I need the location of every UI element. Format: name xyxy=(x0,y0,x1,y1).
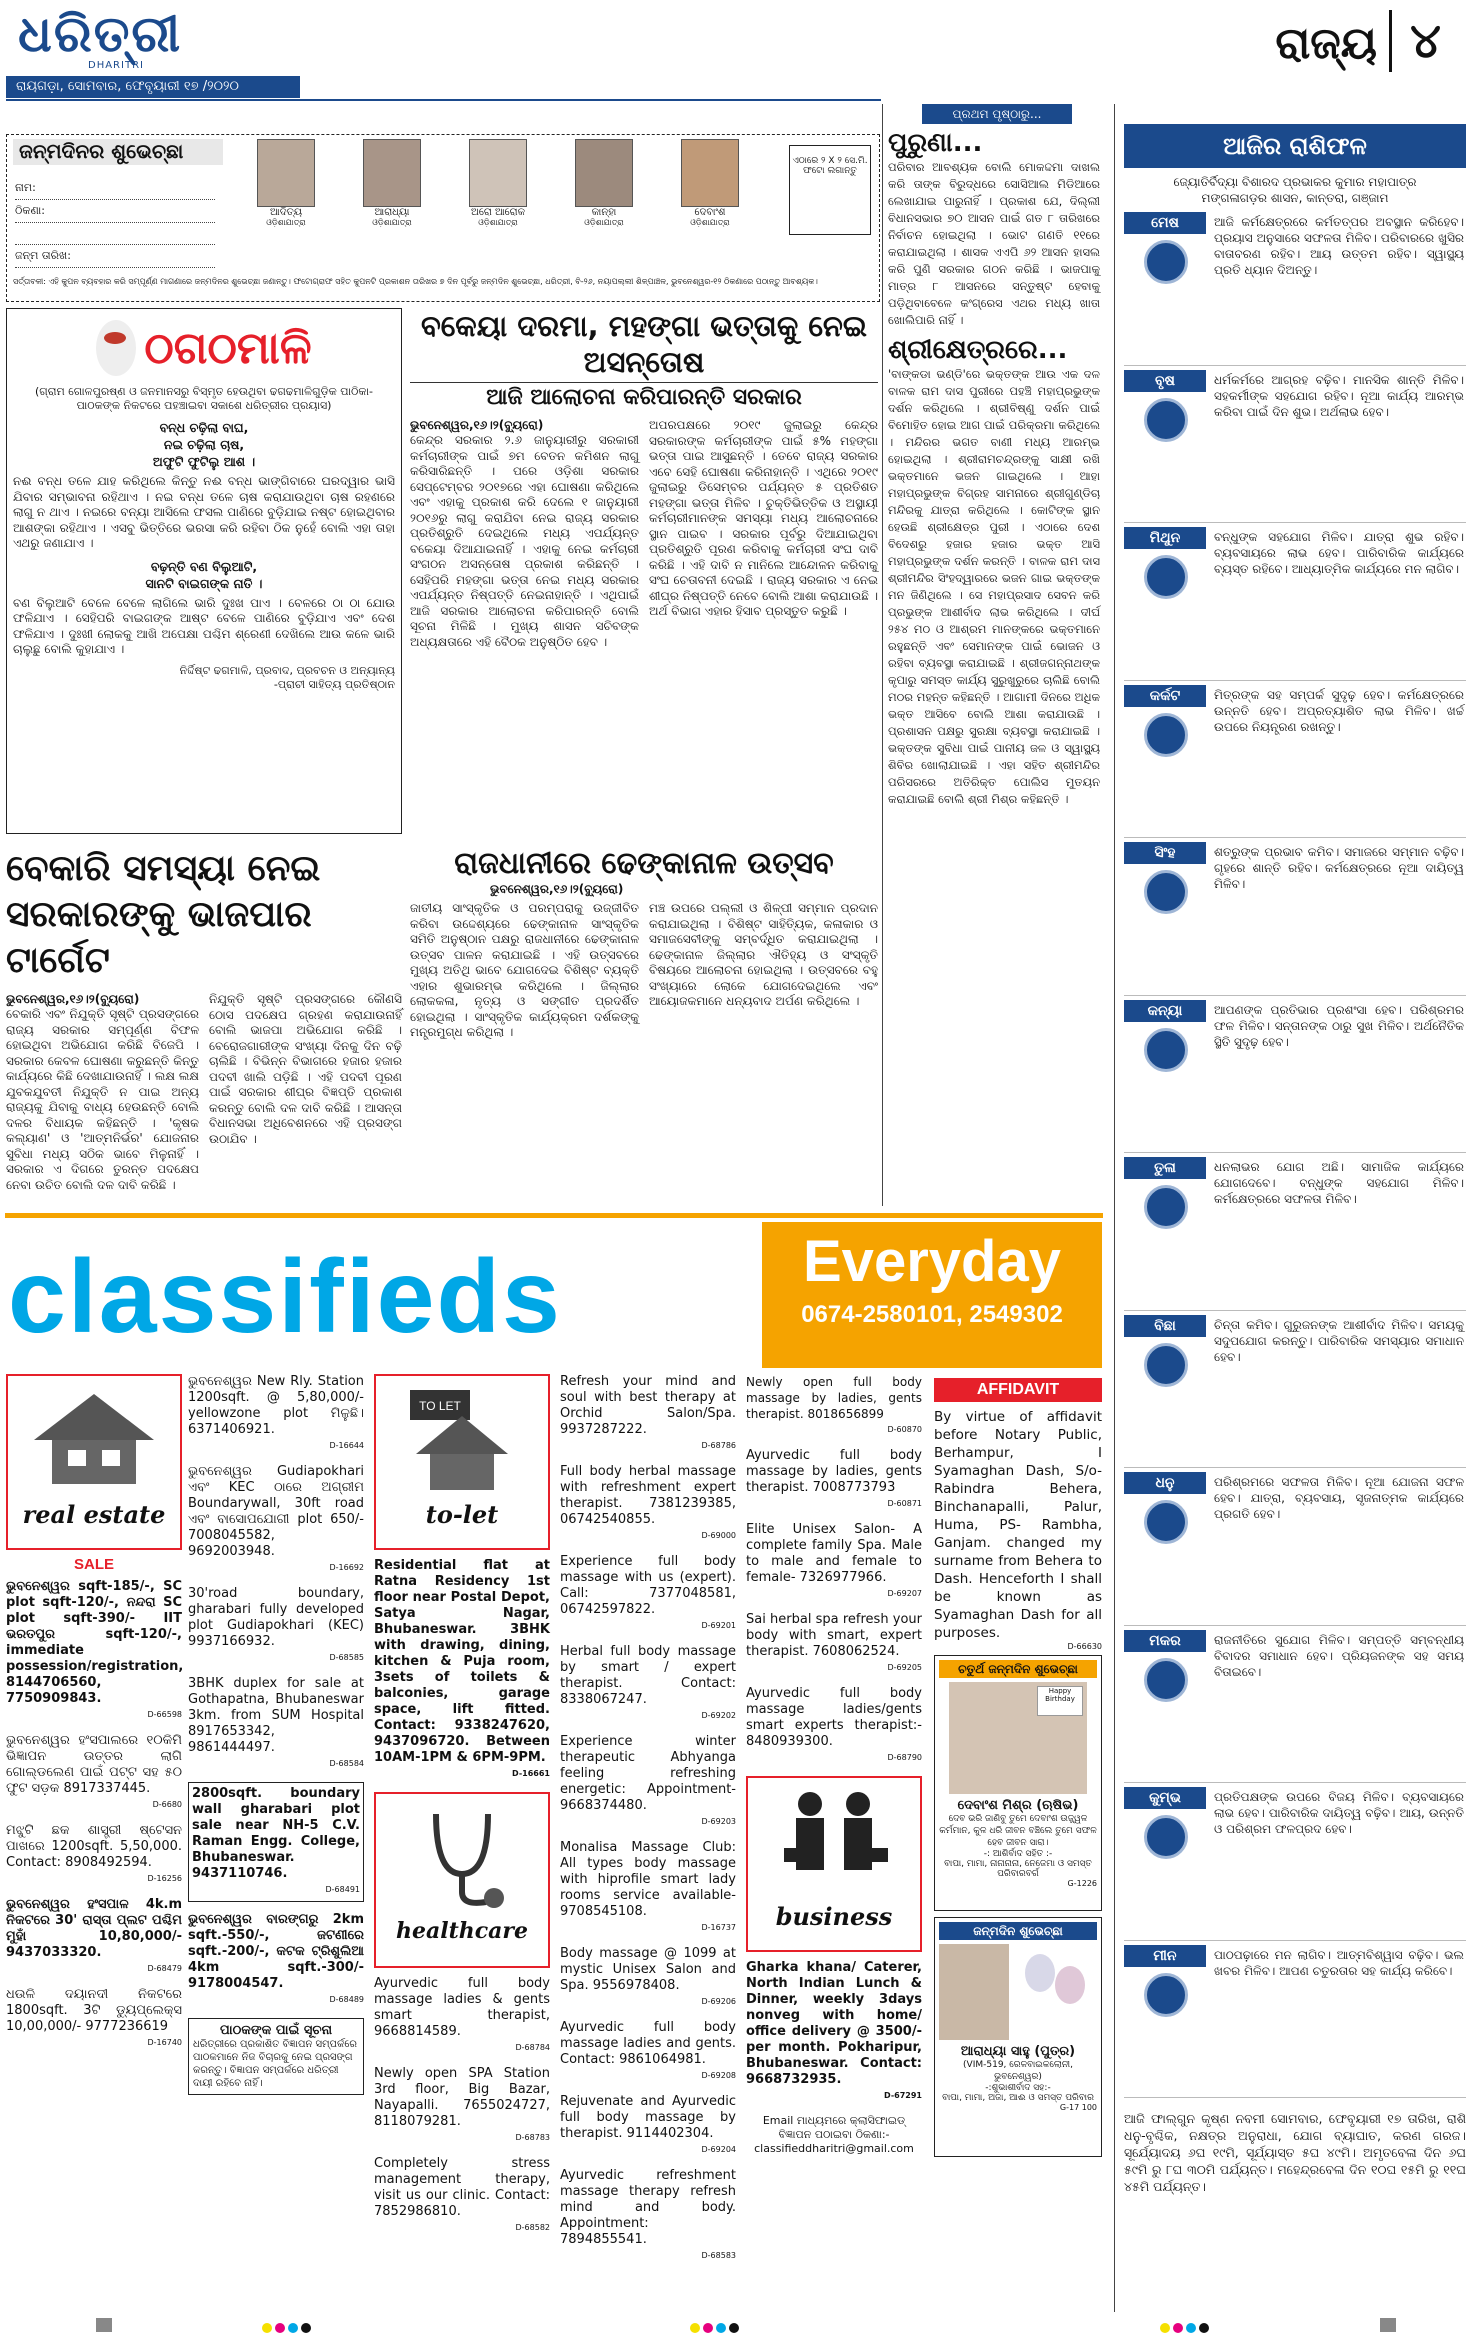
to-let-sign-icon xyxy=(376,1376,548,1496)
classified-ad: ଭୁବନେଶ୍ୱର New Rly. Station 1200sqft. @ 5,80,000/- yellowzone plot ମିଳୁଛି। 6371406921. D-16644 xyxy=(188,1374,364,1450)
business-label: business xyxy=(775,1902,893,1931)
unemp-text-2: ନିଯୁକ୍ତି ସୃଷ୍ଟି ପ୍ରସଙ୍ଗରେ କୌଣସି ଠୋସ ପଦକ୍ଷେପ ଗ୍ରହଣ କରାଯାଉନାହିଁ ବୋଲି ଭାଜପା ଅଭିଯୋଗ କରିଛି । ବେରୋଜଗାରୀଙ୍କ ସଂଖ୍ୟା ଦିନକୁ ଦିନ ବଢ଼ି ଚାଲିଛି । ବିଭିନ୍ନ ବିଭାଗରେ ହଜାର ହଜାର ପଦବୀ ଖାଲି ପଡ଼ିଛି । ଏହି ପଦବୀ ପୂରଣ ପାଇଁ ସରକାର ଶୀଘ୍ର ବିଜ୍ଞପ୍ତି ପ୍ରକାଶ କରନ୍ତୁ ବୋଲି ଦଳ ଦାବି କରିଛି । ଆସନ୍ତା ବିଧାନସଭା ଅଧିବେଶନରେ ଏହି ପ୍ରସଙ୍ଗ ଉଠାଯିବ । xyxy=(209,992,402,1146)
zodiac-text: ଧର୍ମକର୍ମରେ ଆଗ୍ରହ ବଢ଼ିବ। ମାନସିକ ଶାନ୍ତି ମିଳିବ। ସହକର୍ମୀଙ୍କ ସହଯୋଗ ରହିବ। ନୂଆ କାର୍ଯ୍ୟ ଆରମ୍ଭ କରିବା ପାଇଁ ଦିନ ଶୁଭ। ଅର୍ଥଲାଭ ହେବ। xyxy=(1214,372,1464,419)
affidavit-code: D-66630 xyxy=(1067,1642,1102,1651)
classified-ad: Residential flat at Ratna Residency 1st floor near Postal Depot, Satya Nagar, Bhubaneswar. 3BHK with drawing, dining, kitchen & Puja room, 3sets of toilets & balconies, garage space, lift fitted. Contact: 9338247620, 9437096720. Between 10AM-1PM & 6PM-9PM. D-16661 xyxy=(374,1558,550,1778)
zodiac-row xyxy=(1124,1000,1466,1154)
aries-icon xyxy=(1144,240,1188,284)
photo-caption: ଆରାଧ୍ୟା xyxy=(374,207,410,218)
reader-notice xyxy=(188,2018,364,2095)
birthday-ad-title: ଜନ୍ମଦିନ ଶୁଭେଚ୍ଛା xyxy=(939,1922,1097,1940)
leo-icon xyxy=(1144,870,1188,914)
panjika xyxy=(1124,2110,1466,2310)
birthday-photo-3 xyxy=(463,139,533,275)
print-dots xyxy=(1160,2318,1250,2332)
zodiac-row xyxy=(1124,1157,1466,1311)
panjika-text: ଆଜି ଫାଲ୍ଗୁନ କୃଷ୍ଣ ନବମୀ ସୋମବାର, ଫେବୃୟାରୀ ୧୭ ତାରିଖ, ରାଶି ଧନୁ-ବୃଶ୍ଚିକ, ନକ୍ଷତ୍ର ଅନୁରାଧା, ଯୋଗ ବ୍ୟାଘାତ, କରଣ ଗରଜ। ସୂର୍ଯ୍ୟୋଦୟ ୬ଘ ୧୯ମି, ସୂର୍ଯ୍ୟାସ୍ତ ୫ଘ ୪୯ମି। ଅମୃତବେଳା ଦିନ ୬ଘ ୫୯ମି ରୁ ୮ଘ ୩୦ମି ପର୍ଯ୍ୟନ୍ତ। ମହେନ୍ଦ୍ରବେଳା ଦିନ ୧୦ଘ ୧୫ମି ରୁ ୧୧ଘ ୪୫ମି ପର୍ଯ୍ୟନ୍ତ। xyxy=(1124,2111,1466,2194)
classified-ad: Completely stress management therapy, visit us our clinic. Contact: 7852986810. D-68582 xyxy=(374,2156,550,2232)
classified-ad: ମଝୁଟି ଛକ ଶାସ୍ତ୍ରୀ ଷ୍ଟେସନ ପାଖରେ 1200sqft. 5,50,000. Contact: 8908492594. D-16256 xyxy=(6,1823,182,1883)
zodiac-row xyxy=(1124,1787,1466,1941)
zodiac-row xyxy=(1124,527,1466,681)
birthday-photo-1 xyxy=(251,139,321,275)
email-address[interactable]: classifieddharitri@gmail.com xyxy=(754,2142,914,2155)
everyday-text: Everyday xyxy=(803,1229,1061,1294)
classified-ad: Ayurvedic full body massage ladies/gents smart experts therapist:- 8480939300. D-68790 xyxy=(746,1686,922,1762)
dhenkanal-body xyxy=(410,901,878,1041)
classified-ad: Sai herbal spa refresh your body with smart, expert therapist. 7608062524. D-69205 xyxy=(746,1612,922,1672)
da-text-2: ଅପରପକ୍ଷରେ ୨୦୧୯ ଜୁଲାଇରୁ କେନ୍ଦ୍ର ସରକାରଙ୍କ କର୍ମଚାରୀଙ୍କ ପାଇଁ ୫% ମହଙ୍ଗା ଭତ୍ତା ପାଇ ଆସୁଛନ୍ତି । ତେବେ ରାଜ୍ୟ ସରକାର ଏବେ ସେହି ଘୋଷଣା କରିନାହାନ୍ତି । ଏଥିରେ ୨୦୧୯ ଜୁଲାଇରୁ ଡିସେମ୍ବର ପର୍ଯ୍ୟନ୍ତ ୫ ପ୍ରତିଶତ ମହଙ୍ଗା ଭତ୍ତା ମିଳିବ । ଚୁକ୍ତିଭିତ୍ତିକ ଓ ଅସ୍ଥାୟୀ କର୍ମଚାରୀମାନଙ୍କ ସମସ୍ୟା ମଧ୍ୟ ଆଲୋଚନାରେ ସ୍ଥାନ ପାଇବ । ସରକାର ପୂର୍ବରୁ ଦିଆଯାଇଥିବା ପ୍ରତିଶ୍ରୁତି ପୂରଣ କରିବାକୁ କର୍ମଚାରୀ ସଂଘ ଦାବି କରିଛି । ଏହି ଦାବି ନ ମାନିଲେ ଆନ୍ଦୋଳନ କରିବାକୁ ସଂଘ ଚେତାବନୀ ଦେଇଛି । ରାଜ୍ୟ ସରକାର ଏ ନେଇ ଶୀଘ୍ର ନିଷ୍ପତ୍ତି ନେବେ ବୋଲି ଆଶା କରାଯାଉଛି । ଅର୍ଥ ବିଭାଗ ଏହାର ହିସାବ ପ୍ରସ୍ତୁତ କରୁଛି । xyxy=(649,418,879,618)
photo-caption: କାନ୍ହା xyxy=(591,207,617,218)
da-col-1 xyxy=(410,418,639,650)
column-divider xyxy=(1114,104,1115,2312)
photo-caption: ଦେବାଂଶ xyxy=(694,207,726,218)
photo-subcaption: ଓଡ଼ିଶାଯାତ୍ରା xyxy=(266,218,306,227)
classifieds-band xyxy=(5,1213,1103,1218)
thagamali-intro: (ଗ୍ରାମ ଗୋଳପୁରଷ୍ଣ ଓ ଜନମାନସରୁ ବିସ୍ମୃତ ହେଉଥିବା ଢଗଢମାଳିଗୁଡ଼ିକ ପାଠିକା-ପାଠକଙ୍କ ନିକଟରେ ପହଞ୍ଚାଇବା ସକାଶେ ଧରିତ୍ରୀର ପ୍ରୟାସ) xyxy=(34,385,373,412)
continuation-text-2: 'ବାଙ୍କଡା ଭଣ୍ଡି'ରେ ଭକ୍ତଙ୍କ ଆଉ ଏକ ଦଳ ବାଳକ ରାମ ଦାସ ପୁରୀରେ ପହଞ୍ଚି ମହାପ୍ରଭୁଙ୍କ ଦର୍ଶନ କରିଥିଲେ । ଶ୍ରୀବିଷ୍ଣୁ ଦର୍ଶନ ପାଇଁ ବିମୋହିତ ହୋଇ ଆଗ ପାଇଁ ପରିକ୍ରମା କରିଥିଲେ । ମନ୍ଦିରର ଭଗତ ବାଣୀ ମଧ୍ୟ ଆରମ୍ଭ ହୋଇଥିଲା । ଶ୍ରୀରାମଚନ୍ଦ୍ରଙ୍କୁ ସାକ୍ଷୀ ରଖି ଭକ୍ତମାନେ ଭଜନ ଗାଇଥିଲେ । ଆହା ମହାପ୍ରଭୁଙ୍କ ବିଗ୍ରହ ସାମନାରେ ଶ୍ରୀଗୁଣ୍ଡିଚା ମନ୍ଦିରକୁ ଯାତ୍ରା କରିଥିଲେ । କୋଟିଙ୍କ ସ୍ଥାନ ହେଉଛି ଶ୍ରୀକ୍ଷେତ୍ର ପୁରୀ । ଏଠାରେ ଦେଶ ବିଦେଶରୁ ହଜାର ହଜାର ଭକ୍ତ ଆସି ମହାପ୍ରଭୁଙ୍କ ଦର୍ଶନ କରନ୍ତି । ବାଳକ ରାମ ଦାସ ଶ୍ରୀମନ୍ଦିର ସିଂହଦ୍ୱାରରେ ଭଜନ ଗାଇ ଭକ୍ତଙ୍କ ମନ ଜିଣିଥିଲେ । ସେ ମହାପ୍ରସାଦ ସେବନ କରି ପ୍ରଭୁଙ୍କ ଆଶୀର୍ବାଦ ଲାଭ କରିଥିଲେ । ଦୀର୍ଘ ୨୫୪ ମଠ ଓ ଆଶ୍ରମ ମାନଙ୍କରେ ଭକ୍ତମାନେ ରହୁଛନ୍ତି ଏବଂ ସେମାନଙ୍କ ପାଇଁ ଭୋଜନ ଓ ରହିବା ବ୍ୟବସ୍ଥା କରାଯାଇଛି । ଶ୍ରୀଜଗନ୍ନାଥଙ୍କ କୃପାରୁ ସମସ୍ତ କାର୍ଯ୍ୟ ସୁରୁଖୁରୁରେ ଚାଲିଛି ବୋଲି ମଠର ମହନ୍ତ କହିଛନ୍ତି । ଆଗାମୀ ଦିନରେ ଅଧିକ ଭକ୍ତ ଆସିବେ ବୋଲି ଆଶା କରାଯାଉଛି । ପ୍ରଶାସନ ପକ୍ଷରୁ ସୁରକ୍ଷା ବ୍ୟବସ୍ଥା କରାଯାଇଛି । ଭକ୍ତଙ୍କ ସୁବିଧା ପାଇଁ ପାନୀୟ ଜଳ ଓ ସ୍ୱାସ୍ଥ୍ୟ ଶିବିର ଖୋଲାଯାଇଛି । ଏହା ସହିତ ଶ୍ରୀମନ୍ଦିର ପରିସରରେ ଅତିରିକ୍ତ ପୋଲିସ ମୁତୟନ କରାଯାଇଛି ବୋଲି ଶ୍ରୀ ମିଶ୍ର କହିଛନ୍ତି । xyxy=(888,367,1100,806)
taurus-icon xyxy=(1144,398,1188,442)
verse-1 xyxy=(13,419,395,470)
birthday-photo-2 xyxy=(357,139,427,275)
zodiac-label: ସିଂହ xyxy=(1124,842,1206,864)
thagamali-box xyxy=(6,308,402,834)
zodiac-label: ମକର xyxy=(1124,1630,1206,1652)
thagamali-para-2: ବଣ ବିଲୁଆଟି ବେଳେ ବେଳେ ଲାଗିଲେ ଭାରି ଦୁଃଖ ପାଏ । ବେଳରେ ଠା ଠା ଯୋଉ ଫଳିଯାଏ । ସେହିପରି ବାଇଗଙ୍କ ଆଷ୍ଟ ବେଳେ ପାଣିରେ ବୁଡ଼ିଯାଏ ଏବଂ ଦେଶ ଫଳିଯାଏ । ଦୁଃଖୀ ଲୋକକୁ ଆଖି ଅପେକ୍ଷା ପଶ୍ଚିମ ଶ୍ରେଣୀ ଦେଖିଲେ ଆଉ କଳେ ଭାରି ଚାଲୁଛୁ ବୋଲି କୁହାଯାଏ । xyxy=(13,595,395,656)
balloons-icon xyxy=(1015,1944,1097,2040)
zodiac-row xyxy=(1124,370,1466,524)
zodiac-label: ତୁଳା xyxy=(1124,1157,1206,1179)
photo-caption: ଆଦିତ୍ୟ xyxy=(270,207,302,218)
astrologer-address: ମଙ୍ଗଳାଗଡ଼ର ଶାସନ, କାନ୍ତରା, ଗଞ୍ଜାମ xyxy=(1201,191,1389,205)
affidavit-column xyxy=(934,1408,1102,2308)
classified-ad: ଧଉଳି ଦୟାନଦୀ ନିକଟରେ 1800sqft. 3ଟି ଡ୍ୟୁପ୍ଲେକ୍ସ 10,00,000/- 9777236619 D-16740 xyxy=(6,1987,182,2047)
zodiac-row xyxy=(1124,1630,1466,1784)
astrologer-info xyxy=(1124,174,1466,206)
thagamali-title: ଠଗଠମାଳି xyxy=(144,322,312,374)
zodiac-text: ମିତ୍ରଙ୍କ ସହ ସମ୍ପର୍କ ସୁଦୃଢ଼ ହେବ। କର୍ମକ୍ଷେତ୍ରରେ ଉନ୍ନତି ହେବ। ଅପ୍ରତ୍ୟାଶିତ ଲାଭ ମିଳିବ। ଖର୍ଚ୍ଚ ଉପରେ ନିୟନ୍ତ୍ରଣ ରଖନ୍ତୁ। xyxy=(1214,687,1464,734)
photo-size-box: ଏଠାରେ ୨ X ୨ ସେ.ମି. ଫଟୋ ଲଗାନ୍ତୁ xyxy=(789,145,871,235)
rashifala-title: ଆଜିର ରାଶିଫଳ xyxy=(1124,124,1466,168)
verse-line: ବଢ଼ନ୍ତି ବଣ ବିଲୁଆଟି, xyxy=(150,558,258,574)
birthday-ad-code: G-17 100 xyxy=(1059,2103,1097,2112)
zodiac-list xyxy=(1124,212,1466,2102)
photo-subcaption: ଓଡ଼ିଶାଯାତ୍ରା xyxy=(690,218,730,227)
zodiac-label: ମୀନ xyxy=(1124,1945,1206,1967)
continuation-tag: ପ୍ରଥମ ପୃଷ୍ଠାରୁ... xyxy=(922,104,1072,124)
verse-line: ଅଫୁଟି ଫୁଟିଲୁ ଆଶ । xyxy=(152,454,256,469)
front-page-continuation xyxy=(888,104,1100,1204)
classifieds-banner: classifieds xyxy=(8,1239,562,1355)
aquarius-icon xyxy=(1144,1815,1188,1859)
birthday-ad-name: ଦେବାଂଶ ମିଶ୍ର (ଋଷିଭ) xyxy=(957,1798,1079,1813)
zodiac-text: ଚିନ୍ତା କମିବ। ଗୁରୁଜନଙ୍କ ଆଶୀର୍ବାଦ ମିଳିବ। ସମୟକୁ ସଦୁପଯୋଗ କରନ୍ତୁ। ପାରିବାରିକ ସମସ୍ୟାର ସମାଧାନ ହେବ। xyxy=(1214,1317,1464,1364)
email-label: Email ମାଧ୍ୟମରେ କ୍ଲାସିଫାଇଡ୍ ବିଜ୍ଞାପନ ପଠାଇବା ଠିକଣା:- xyxy=(762,2114,906,2141)
pisces-icon xyxy=(1144,1973,1188,2017)
continuation-text-1: ପରିବାର ଆବଶ୍ୟକ ବୋଲି ମୋକଦ୍ଦମା ଦାଖଲ କରି ତାଙ୍କ ବିରୁଦ୍ଧରେ ସୋସିଆଲ ମିଡିଆରେ ଲେଖାଯାଇ ପାରୁନାହିଁ । ପ୍ରକାଶ ଯେ, ଦିଲ୍ଲୀ ବିଧାନସଭାର ୭୦ ଆସନ ପାଇଁ ଗତ ୮ ତାରିଖରେ ନିର୍ବାଚନ ହୋଇଥିଲା । ଭୋଟ ଗଣତି ୧୧ରେ କରାଯାଇଥିଲା । ଶାସକ ଏଏପି ୬୨ ଆସନ ହାସଲ କରି ପୁଣି ସରକାର ଗଠନ କରିଛି । ଭାଜପାକୁ ମାତ୍ର ୮ ଆସନରେ ସନ୍ତୁଷ୍ଟ ହେବାକୁ ପଡ଼ିଥିବାବେଳେ କଂଗ୍ରେସ ଏଥର ମଧ୍ୟ ଖାତା ଖୋଲିପାରି ନାହିଁ । xyxy=(888,160,1100,327)
zodiac-text: ଆପଣଙ୍କ ପ୍ରତିଭାର ପ୍ରଶଂସା ହେବ। ପରିଶ୍ରମର ଫଳ ମିଳିବ। ସନ୍ତାନଙ୍କ ଠାରୁ ସୁଖ ମିଳିବ। ଅର୍ଥନୈତିକ ସ୍ଥିତି ସୁଦୃଢ଼ ହେବ। xyxy=(1214,1002,1464,1049)
continuation-heading-2: ଶ୍ରୀକ୍ଷେତ୍ରରେ... xyxy=(888,335,1068,365)
form-address-line[interactable]: ଠିକଣା: xyxy=(15,200,215,223)
real-estate-box xyxy=(6,1374,182,1550)
birthday-form xyxy=(15,177,215,268)
birthday-footnote: ସର୍ତ୍ତାବଳୀ: ଏହି କୁପନ ବ୍ୟବହାର କରି ସମ୍ପୂର୍ଣ୍ଣ ମାଗଣାରେ ଜନ୍ମଦିନର ଶୁଭେଚ୍ଛା ଜଣାନ୍ତୁ। ଫଟୋଗ୍ରାଫ ସହିତ କୁପନଟି ପ୍ରକାଶନ ତାରିଖର ୭ ଦିନ ପୂର୍ବରୁ ଜନ୍ମଦିନ ଶୁଭେଚ୍ଛା, ଧରିତ୍ରୀ, ବି-୨୬, ନୟାପଲ୍ଲୀ ଶିଳ୍ପାଞ୍ଚଳ, ଭୁବନେଶ୍ୱର-୧୨ ଠିକଣାରେ ପଠାନ୍ତୁ ଆବଶ୍ୟକ। xyxy=(13,277,818,286)
classified-ad: Rejuvenate and Ayurvedic full body massage by therapist. 9114402304. D-69204 xyxy=(560,2094,736,2154)
classified-ad: Ayurvedic full body massage ladies & gents smart therapist, 9668814589. D-68784 xyxy=(374,1976,550,2052)
zodiac-row xyxy=(1124,842,1466,996)
dhenkanal-headline: ରାଜଧାନୀରେ ଢେଙ୍କାନାଳ ଉତ୍ସବ xyxy=(454,846,834,881)
dhenkanal-text-1: ଜାତୀୟ ସାଂସ୍କୃତିକ ଓ ପରମ୍ପରାକୁ ଉଜ୍ଜୀବିତ କରିବା ଉଦ୍ଦେଶ୍ୟରେ ଢେଙ୍କାନାଳ ସାଂସ୍କୃତିକ ସମିତି ଅନୁଷ୍ଠାନ ପକ୍ଷରୁ ରାଜଧାନୀରେ ଢେଙ୍କାନାଳ ଉତ୍ସବ ପାଳନ କରାଯାଇଛି । ଏହି ଉତ୍ସବରେ ମୁଖ୍ୟ ଅତିଥି ଭାବେ ଯୋଗଦେଇ ବିଶିଷ୍ଟ ବ୍ୟକ୍ତି ଏହାର ଶୁଭାରମ୍ଭ କରିଥିଲେ । ଜିଲ୍ଲାର ଲୋକକଳା, ନୃତ୍ୟ ଓ ସଙ୍ଗୀତ ପ୍ରଦର୍ଶିତ ହୋଇଥିଲା । ସାଂସ୍କୃତିକ କାର୍ଯ୍ୟକ୍ରମ ଦର୍ଶକଙ୍କୁ ମନ୍ତ୍ରମୁଗ୍ଧ କରିଥିଲା । xyxy=(410,901,639,1039)
page-number: ୪ xyxy=(1389,10,1459,72)
logo-subtext: DHARITRI xyxy=(88,60,144,71)
affidavit-text: By virtue of affidavit before Notary Public, Berhampur, I Syamaghan Dash, S/o- Rabindra Behera, Binchanapalli, Palur, Huma, PS- Rambha, Ganjam. changed my surname from Behera to Dash. Henceforth I shall be known as Syamaghan Dash for all purposes. xyxy=(934,1409,1102,1641)
reader-notice-title: ପାଠକଙ୍କ ପାଇଁ ସୂଚନା xyxy=(219,2023,333,2038)
zodiac-label: ବୃଷ xyxy=(1124,370,1206,392)
birthday-ad-blessing: -:ଶୁଭାଶୀର୍ବାଦ ସହ:- xyxy=(985,2083,1051,2093)
zodiac-row xyxy=(1124,1315,1466,1469)
photo-subcaption: ଓଡ଼ିଶାଯାତ୍ରା xyxy=(584,218,624,227)
classified-ad: Monalisa Massage Club: All types body massage with hiprofile smart lady rooms service available- 9708545108. D-16737 xyxy=(560,1840,736,1932)
verse-line: ବନ୍ଧ ଚଢ଼ିଲା ବାଘ, xyxy=(159,420,249,435)
zodiac-label: ଧନୁ xyxy=(1124,1472,1206,1494)
classified-col-3 xyxy=(374,1374,550,2314)
print-swatch xyxy=(96,2318,112,2332)
unemployment-story xyxy=(6,846,402,1206)
zodiac-label: ବିଛା xyxy=(1124,1315,1206,1337)
column-divider xyxy=(882,104,883,1206)
classified-ad: Elite Unisex Salon- A complete family Spa. Male to male and female to female- 7326977966. D-69207 xyxy=(746,1522,922,1598)
affidavit-title: AFFIDAVIT xyxy=(934,1378,1102,1402)
zodiac-text: ଆଜି କର୍ମକ୍ଷେତ୍ରରେ କର୍ମତତ୍ପର ଅବସ୍ଥାନ କରିହେବ। ପ୍ରୟାସ ଅନୁସାରେ ସଫଳତା ମିଳିବ। ପରିବାରରେ ଖୁସିର ବାତାବରଣ ରହିବ। ଆୟ ଉତ୍ତମ ରହିବ। ସ୍ୱାସ୍ଥ୍ୟ ପ୍ରତି ଧ୍ୟାନ ଦିଅନ୍ତୁ। xyxy=(1214,215,1464,277)
zodiac-label: କର୍କଟ xyxy=(1124,685,1206,707)
photo-subcaption: ଓଡ଼ିଶାଯାତ୍ରା xyxy=(478,218,518,227)
sagittarius-icon xyxy=(1144,1500,1188,1544)
form-address-line-2[interactable] xyxy=(15,223,215,245)
cartoon-icon xyxy=(96,320,136,376)
everyday-box xyxy=(762,1222,1102,1368)
birthday-photos xyxy=(233,139,763,275)
scorpio-icon xyxy=(1144,1343,1188,1387)
sale-label: SALE xyxy=(73,1556,114,1573)
photo-subcaption: ଓଡ଼ିଶାଯାତ୍ରା xyxy=(372,218,412,227)
zodiac-row xyxy=(1124,1472,1466,1626)
classified-ad: ଭୁବନେଶ୍ୱର sqft-185/-, SC plot sqft-120/-, ନନ୍ଦରା SC plot sqft-390/- IIT ଭରତପୁର sqft-120/-, immediate possession/registration, 8144706560, 7750909843. D-66598 xyxy=(6,1579,184,1719)
classified-ad: Ayurvedic refreshment massage therapy refresh mind and body. Appointment: 7894855541. D-68583 xyxy=(560,2168,736,2260)
dhenkanal-text-2: ମଞ୍ଚ ଉପରେ ପଲ୍ଲୀ ଓ ଶିଳ୍ପୀ ସମ୍ମାନ ପ୍ରଦାନ କରାଯାଇଥିଲା । ବିଶିଷ୍ଟ ସାହିତ୍ୟିକ, କଳାକାର ଓ ସମାଜସେବୀଙ୍କୁ ସମ୍ବର୍ଦ୍ଧିତ କରାଯାଇଥିଲା । ଢେଙ୍କାନାଳ ଜିଲ୍ଲାର ଐତିହ୍ୟ ଓ ସଂସ୍କୃତି ବିଷୟରେ ଆଲୋଚନା ହୋଇଥିଲା । ଉତ୍ସବରେ ବହୁ ସଂଖ୍ୟାରେ ଲୋକେ ଯୋଗଦେଇଥିଲେ ଏବଂ ଆୟୋଜକମାନେ ଧନ୍ୟବାଦ ଅର୍ପଣ କରିଥିଲେ । xyxy=(649,901,878,1008)
dateline: ରାୟଗଡ଼ା, ସୋମବାର, ଫେବୃୟାରୀ ୧୭ /୨୦୨୦ xyxy=(6,76,300,98)
classified-ad: 3BHK duplex for sale at Gothapatna, Bhubaneswar 3km. from SUM Hospital 8917653342, 9861444497. D-68584 xyxy=(188,1676,364,1768)
zodiac-text: ଶତ୍ରୁଙ୍କ ପ୍ରଭାବ କମିବ। ସମାଜରେ ସମ୍ମାନ ବଢ଼ିବ। ଗୃହରେ ଶାନ୍ତି ରହିବ। କର୍ମକ୍ଷେତ୍ରରେ ନୂଆ ଦାୟିତ୍ୱ ମିଳିବ। xyxy=(1214,845,1464,891)
birthday-title: ଜନ୍ମଦିନର ଶୁଭେଚ୍ଛା xyxy=(19,139,184,163)
continuation-heading-1: ପୁରୁଣା... xyxy=(888,128,983,158)
classified-col-2 xyxy=(188,1374,364,2314)
birthday-coupon xyxy=(6,134,880,302)
zodiac-row xyxy=(1124,212,1466,366)
svg-text:TO LET: TO LET xyxy=(419,1399,461,1413)
dhenkanal-story xyxy=(410,846,878,1206)
birthday-ad-1 xyxy=(934,1655,1102,1911)
birthday-ad-blessing: -: ଆଶିର୍ବାଦ ସହିତ :- xyxy=(983,1849,1053,1859)
capricorn-icon xyxy=(1144,1658,1188,1702)
form-dob-line[interactable]: ଜନ୍ମ ତାରିଖ: xyxy=(15,245,215,268)
classified-ad: ଭୁବନେଶ୍ୱର ବାରଙ୍ଗରୁ 2km sqft.-550/-, ଜଟଣୀରେ sqft.-200/-, କଟକ ଟ୍ରିଶୁଲିଆ 4km sqft.-300/- 9178004547. D-68489 xyxy=(188,1912,364,2004)
classified-ad: Newly open full body massage by ladies, gents therapist. 8018656899 D-60870 xyxy=(746,1375,922,1434)
zodiac-text: ଧନଲାଭର ଯୋଗ ଅଛି। ସାମାଜିକ କାର୍ଯ୍ୟରେ ଯୋଗଦେବେ। ବନ୍ଧୁଙ୍କ ସହଯୋଗ ମିଳିବ। କର୍ମକ୍ଷେତ୍ରରେ ସଫଳତା ମିଳିବ। xyxy=(1214,1160,1464,1206)
thagamali-author: -ପ୍ରାଚୀ ସାହିତ୍ୟ ପ୍ରତିଷ୍ଠାନ xyxy=(273,677,395,691)
da-subheadline: ଆଜି ଆଲୋଚନା କରିପାରନ୍ତି ସରକାର xyxy=(410,382,878,410)
classified-ad: Full body herbal massage with refreshment expert therapist. 7381239385, 06742540855. D-69000 xyxy=(560,1464,736,1540)
logo-text: ଧରିତ୍ରୀ xyxy=(18,4,183,63)
zodiac-text: ପ୍ରତିପକ୍ଷଙ୍କ ଉପରେ ବିଜୟ ମିଳିବ। ବ୍ୟବସାୟରେ ଲାଭ ହେବ। ପାରିବାରିକ ଦାୟିତ୍ୱ ବଢ଼ିବ। ଆୟ, ଉନ୍ନତି ଓ ପରିଶ୍ରମ ଫଳପ୍ରଦ ହେବ। xyxy=(1214,1790,1464,1836)
print-swatch xyxy=(1380,2318,1396,2332)
zodiac-label: କୁମ୍ଭ xyxy=(1124,1787,1206,1809)
thagamali-para-1: ନଈ ବନ୍ଧ ତଳେ ଯାହ କରିଥିଲେ କିନ୍ତୁ ନଈ ବନ୍ଧ ଭାଙ୍ଗିବାରେ ଘରଦ୍ୱାର ଭାସି ଯିବାର ସମ୍ଭାବନା ରହିଥାଏ । ନଇ ବନ୍ଧ ତଳେ ଚାଷ କରାଯାଉଥିବା ଚାଷ ରହଣରେ ଲାଗୁ ନ ଥାଏ । ନଇରେ ବନ୍ୟା ଆସିଲେ ଫସଲ ପାଣିରେ ବୁଡ଼ିଯାଇ ନଷ୍ଟ ହୋଇଥିବାର ଆଶଙ୍କା ରହିଥାଏ । ଏସବୁ ଭିତ୍ତିରେ ଭରସା କରି ରହିବା ଠିକ ନୁହେଁ ବୋଲି ଏହା ତାହା ଏଥରୁ ଜଣାଯାଏ । xyxy=(13,474,395,550)
unemp-text-1: ବେକାରି ଏବଂ ନିଯୁକ୍ତି ସୃଷ୍ଟି ପ୍ରସଙ୍ଗରେ ରାଜ୍ୟ ସରକାର ସମ୍ପୂର୍ଣ୍ଣ ବିଫଳ ହୋଇଥିବା ଅଭିଯୋଗ କରିଛି ବିଜେପି । ସରକାର କେବଳ ଘୋଷଣା କରୁଛନ୍ତି କିନ୍ତୁ କାର୍ଯ୍ୟରେ କିଛି ଦେଖାଯାଉନାହିଁ । ଲକ୍ଷ ଲକ୍ଷ ଯୁବକଯୁବତୀ ନିଯୁକ୍ତି ନ ପାଇ ଅନ୍ୟ ରାଜ୍ୟକୁ ଯିବାକୁ ବାଧ୍ୟ ହେଉଛନ୍ତି ବୋଲି ଦଳର ବିଧାୟକ କହିଛନ୍ତି । 'କୃଷକ କଲ୍ୟାଣ' ଓ 'ଆତ୍ମନିର୍ଭର' ଯୋଜନାର ସୁବିଧା ମଧ୍ୟ ସଠିକ ଭାବେ ମିଳୁନାହିଁ । ସରକାର ଏ ଦିଗରେ ତୁରନ୍ତ ପଦକ୍ଷେପ ନେବା ଉଚିତ ବୋଲି ଦଳ ଦାବି କରିଛି । xyxy=(6,1007,199,1192)
healthcare-box xyxy=(374,1792,550,1968)
classified-col-4 xyxy=(560,1374,736,2314)
birthday-ad-code: G-1226 xyxy=(1067,1879,1097,1888)
virgo-icon xyxy=(1144,1028,1188,1072)
masthead-logo xyxy=(18,4,278,71)
verse-line: ନଇ ଚଢ଼ିଲା ଚାଷ, xyxy=(163,437,245,452)
form-name-line[interactable]: ନାମ: xyxy=(15,177,215,200)
zodiac-text: ରାଜନୀତିରେ ସୁଯୋଗ ମିଳିବ। ସମ୍ପତ୍ତି ସମ୍ବନ୍ଧୀୟ ବିବାଦର ସମାଧାନ ହେବ। ପ୍ରିୟଜନଙ୍କ ସହ ସମୟ ବିତାଇବେ। xyxy=(1214,1632,1464,1679)
verse-2 xyxy=(13,558,395,592)
classified-col-1 xyxy=(6,1374,182,2314)
zodiac-label: ମେଷ xyxy=(1124,212,1206,234)
libra-icon xyxy=(1144,1185,1188,1229)
birthday-ad-text: ଦେବ ଭରି ଜାଣିବୁ ତୁମେ ଦେବାଂଶ ଉଜ୍ଜ୍ୱଳ କର୍ମମାନ, କୁଳ ଧରି ଜୀବନ ବଞ୍ଚିଲେ ତୁମେ ସଫଳ ହେବ ଜୀବନ ସାରା। xyxy=(939,1814,1097,1848)
zodiac-row xyxy=(1124,685,1466,839)
gemini-icon xyxy=(1144,555,1188,599)
unemployment-body xyxy=(6,992,402,1193)
house-icon xyxy=(8,1376,180,1496)
print-dots xyxy=(262,2318,352,2332)
thagamali-header xyxy=(13,315,395,381)
birthday-ad-2 xyxy=(934,1917,1102,2157)
classified-ad: Gharka khana/ Caterer, North Indian Lunch & Dinner, weekly 3days nonveg with home/ office delivery @ 3500/- per month. Pokharipur, Bhubaneswar. Contact: 9668732935. D-67291 xyxy=(746,1960,922,2100)
child-photo xyxy=(575,139,633,207)
print-dots xyxy=(690,2318,780,2332)
birthday-ad-title: ଚତୁର୍ଥ ଜନ୍ମଦିନ ଶୁଭେଚ୍ଛା xyxy=(939,1660,1097,1678)
birthday-ad-from: ବାପା, ମାମା, ନାନାନାନା, ନେଜେମା ଓ ସମସ୍ତ ପରିବାରବର୍ଗ xyxy=(944,1859,1092,1879)
classified-ad: Refresh your mind and soul with best therapy at Orchid Salon/Spa. 9937287222. D-68786 xyxy=(560,1374,736,1450)
classifieds-phone: 0674-2580101, 2549302 xyxy=(801,1301,1063,1328)
birthday-ad-photo xyxy=(949,1682,1087,1794)
verse-line: ସାନଟି ବାଇଗଙ୍କ ନାତି । xyxy=(145,575,263,591)
birthday-ad-photo xyxy=(939,1944,1009,2040)
da-story xyxy=(410,308,878,844)
unemployment-headline: ବେକାରି ସମସ୍ୟା ନେଇ ସରକାରଙ୍କୁ ଭାଜପାର ଟାର୍ଗେଟ xyxy=(6,848,321,981)
zodiac-text: ବନ୍ଧୁଙ୍କ ସହଯୋଗ ମିଳିବ। ଯାତ୍ରା ଶୁଭ ରହିବ। ବ୍ୟବସାୟରେ ଲାଭ ହେବ। ପାରିବାରିକ କାର୍ଯ୍ୟରେ ବ୍ୟସ୍ତ ରହିବେ। ଆଧ୍ୟାତ୍ମିକ କାର୍ଯ୍ୟରେ ମନ ଲାଗିବ। xyxy=(1214,530,1464,576)
classified-col-5 xyxy=(746,1374,922,2314)
classified-ad: ଭୁବନେଶ୍ୱର Gudiapokhari ଏବଂ KEC ଠାରେ ଅଗ୍ରୀମ Boundarywall, 30ft road ଏବଂ ବାସୋପଯୋଗୀ plot 650/- 7008045582, 9692003948. D-16692 xyxy=(188,1464,364,1572)
classified-ad: Experience winter therapeutic Abhyanga feeling refreshing energetic: Appointment- 9668374480. D-69203 xyxy=(560,1734,736,1826)
classified-ad: ଭୁବନେଶ୍ୱର ହଂସପାଲରେ ୧୦କିମି ଭିଜ୍ଞାପନ ଉତ୍ତର ଲାଗି ଗୋଲ୍ଡଲେଣ ପାଇଁ ପଟ୍ଟ ସହ ୫୦ ଫୁଟ ସଡ଼କ 8917337445. D-6680 xyxy=(6,1733,182,1809)
zodiac-label: ମିଥୁନ xyxy=(1124,527,1206,549)
astrologer-name: ଜ୍ୟୋତିର୍ବିଦ୍ୟା ବିଶାରଦ ପ୍ରଭାକର କୁମାର ମହାପାତ୍ର xyxy=(1173,175,1417,189)
classified-ad: Experience full body massage with us (expert). Call: 7377048581, 06742597822. D-69201 xyxy=(560,1554,736,1630)
photo-caption: ଅରୋ ଆରୋକ xyxy=(470,207,526,218)
da-body xyxy=(410,418,878,650)
classified-ad: Herbal full body massage by smart / expert therapist. Contact: 8338067247. D-69202 xyxy=(560,1644,736,1720)
child-photo xyxy=(469,139,527,207)
classified-ad: Ayurvedic full body massage by ladies, gents therapist. 7008773793 D-60871 xyxy=(746,1448,922,1508)
child-photo xyxy=(257,139,315,207)
zodiac-row xyxy=(1124,1945,1466,2099)
unemp-col-1 xyxy=(6,992,199,1193)
thagamali-credit: ନିର୍ଦ୍ଦିଷ୍ଟ ଢଗମାଳି, ପ୍ରବାଦ, ପ୍ରବଚନ ଓ ଅନ୍ୟାନ୍ୟ xyxy=(179,663,395,677)
da-headline: ବକେୟା ଦରମା, ମହଙ୍ଗା ଭତ୍ତାକୁ ନେଇ ଅସନ୍ତୋଷ xyxy=(420,309,868,379)
birthday-ad-from: ବାପା, ମାମା, ଅଜା, ଆଈ ଓ ସମସ୍ତ ପରିବାର xyxy=(942,2093,1094,2103)
classified-ad: 30'road boundary, gharabari fully developed plot Gudiapokhari (KEC) 9937166932. D-68585 xyxy=(188,1586,364,1662)
classified-ad: ଭୁବନେଶ୍ୱର ହଂସପାଳ 4k.m ନିକଟରେ 30' ରାସ୍ତା ପ୍ଲଟ ପଶ୍ଚିମ ମୁହାଁ 10,80,000/- 9437033320. D-68479 xyxy=(6,1897,182,1973)
dhenkanal-dateline: ଭୁବନେଶ୍ୱର,୧୬।୨(ବ୍ୟୁରୋ) xyxy=(490,882,624,896)
da-text-1: କେନ୍ଦ୍ର ସରକାର ୨.୬ ଜାନୁୟାରୀରୁ ସରକାରୀ କର୍ମଚାରୀଙ୍କ ପାଇଁ ୭ମ ବେତନ କମିଶନ ଲାଗୁ କରିସାରିଛନ୍ତି । ପରେ ଓଡ଼ିଶା ସରକାର ସେପ୍ଟେମ୍ବର ୨୦୧୭ରେ ଏହା ଘୋଷଣା କରିଥିଲେ ଏବଂ ଏହାକୁ ପ୍ରକାଶ କରି ଦେଲେ ୧ ଜାନୁୟାରୀ ୨୦୧୬ରୁ ଲାଗୁ କରାଯିବା ନେଇ ରାଜ୍ୟ ସରକାର ପ୍ରତିଶ୍ରୁତି ଦେଇଥିଲେ ମଧ୍ୟ ଏପର୍ଯ୍ୟନ୍ତ ବକେୟା ଦିଆଯାଇନାହିଁ । ଏହାକୁ ନେଇ କର୍ମଚାରୀ ସଂଗଠନ ଅସନ୍ତୋଷ ପ୍ରକାଶ କରିଛନ୍ତି । ସେହିପରି ମହଙ୍ଗା ଭତ୍ତା ନେଇ ମଧ୍ୟ ସରକାର ଏପର୍ଯ୍ୟନ୍ତ ନିଷ୍ପତ୍ତି ନେଇନାହାନ୍ତି । ଏଥିପାଇଁ ଆଜି ସରକାର ଆଲୋଚନା କରିପାରନ୍ତି ବୋଲି ସୂଚନା ମିଳିଛି । ମୁଖ୍ୟ ଶାସନ ସଚିବଙ୍କ ଅଧ୍ୟକ୍ଷତାରେ ଏହି ବୈଠକ ଅନୁଷ୍ଠିତ ହେବ । xyxy=(410,433,639,649)
business-people-icon xyxy=(748,1778,920,1898)
unemp-dateline: ଭୁବନେଶ୍ୱର,୧୬।୨(ବ୍ୟୁରୋ) xyxy=(6,992,140,1006)
birthday-ad-name: ଆରାଧ୍ୟା ସାହୁ (ପୁତ୍ର) xyxy=(960,2044,1076,2059)
birthday-photo-5 xyxy=(675,139,745,275)
healthcare-label: healthcare xyxy=(396,1918,528,1944)
birthday-photo-4 xyxy=(569,139,639,275)
da-dateline: ଭୁବନେଶ୍ୱର,୧୬।୨(ବ୍ୟୁରୋ) xyxy=(410,418,544,432)
cancer-icon xyxy=(1144,713,1188,757)
business-box xyxy=(746,1776,922,1952)
zodiac-text: ପାଠପଢ଼ାରେ ମନ ଲାଗିବ। ଆତ୍ମବିଶ୍ୱାସ ବଢ଼ିବ। ଭଲ ଖବର ମିଳିବ। ଆପଣ ଚତୁରତାର ସହ କାର୍ଯ୍ୟ କରିବେ। xyxy=(1214,1947,1464,1978)
zodiac-label: କନ୍ୟା xyxy=(1124,1000,1206,1022)
classified-ad: Body massage @ 1099 at mystic Unisex Salon and Spa. 9556978408. D-69206 xyxy=(560,1946,736,2006)
classified-ad: Ayurvedic full body massage ladies and gents. Contact: 9861064981. D-69208 xyxy=(560,2020,736,2080)
zodiac-text: ପରିଶ୍ରମରେ ସଫଳତା ମିଳିବ। ନୂଆ ଯୋଜନା ସଫଳ ହେବ। ଯାତ୍ରା, ବ୍ୟବସାୟ, ସୃଜନାତ୍ମକ କାର୍ଯ୍ୟରେ ପ୍ରଗତି ହେବ। xyxy=(1214,1475,1464,1521)
birthday-ad-text: (VIM-519, ରେଳବାଇକଲୋନୀ, ଭୁବନେଶ୍ୱର) xyxy=(963,2060,1073,2082)
classified-ad: 2800sqft. boundary wall gharabari plot sale near NH-5 C.V. Raman Engg. College, Bhubaneswar. 9437110746. D-68491 xyxy=(188,1782,364,1902)
birthday-ad-photo-row xyxy=(939,1944,1097,2040)
section-title: ରାଜ୍ୟ xyxy=(1275,18,1377,69)
real-estate-label: real estate xyxy=(22,1500,166,1529)
reader-notice-text: ଧରିତ୍ରୀରେ ପ୍ରକାଶିତ ବିଜ୍ଞାପନ ସମ୍ପର୍କରେ ପାଠକମାନେ ନିଜ ବିଚାରକୁ ନେଇ ପ୍ରସଙ୍ଗ କରନ୍ତୁ। ବିଜ୍ଞାପନ ସମ୍ପର୍କରେ ଧରିତ୍ରୀ ଦାୟୀ ରହିବେ ନାହିଁ। xyxy=(193,2039,358,2089)
to-let-box xyxy=(374,1374,550,1550)
birthday-title-box xyxy=(13,139,223,165)
to-let-label: to-let xyxy=(425,1500,499,1529)
header-rule xyxy=(6,99,881,101)
classified-ad: Newly open SPA Station 3rd floor, Big Bazar, Nayapalli. 7655024727, 8118079281. D-68783 xyxy=(374,2066,550,2142)
child-photo xyxy=(681,139,739,207)
child-photo xyxy=(363,139,421,207)
birthday-card: Happy Birthday xyxy=(1037,1686,1083,1716)
stethoscope-icon xyxy=(376,1794,548,1914)
